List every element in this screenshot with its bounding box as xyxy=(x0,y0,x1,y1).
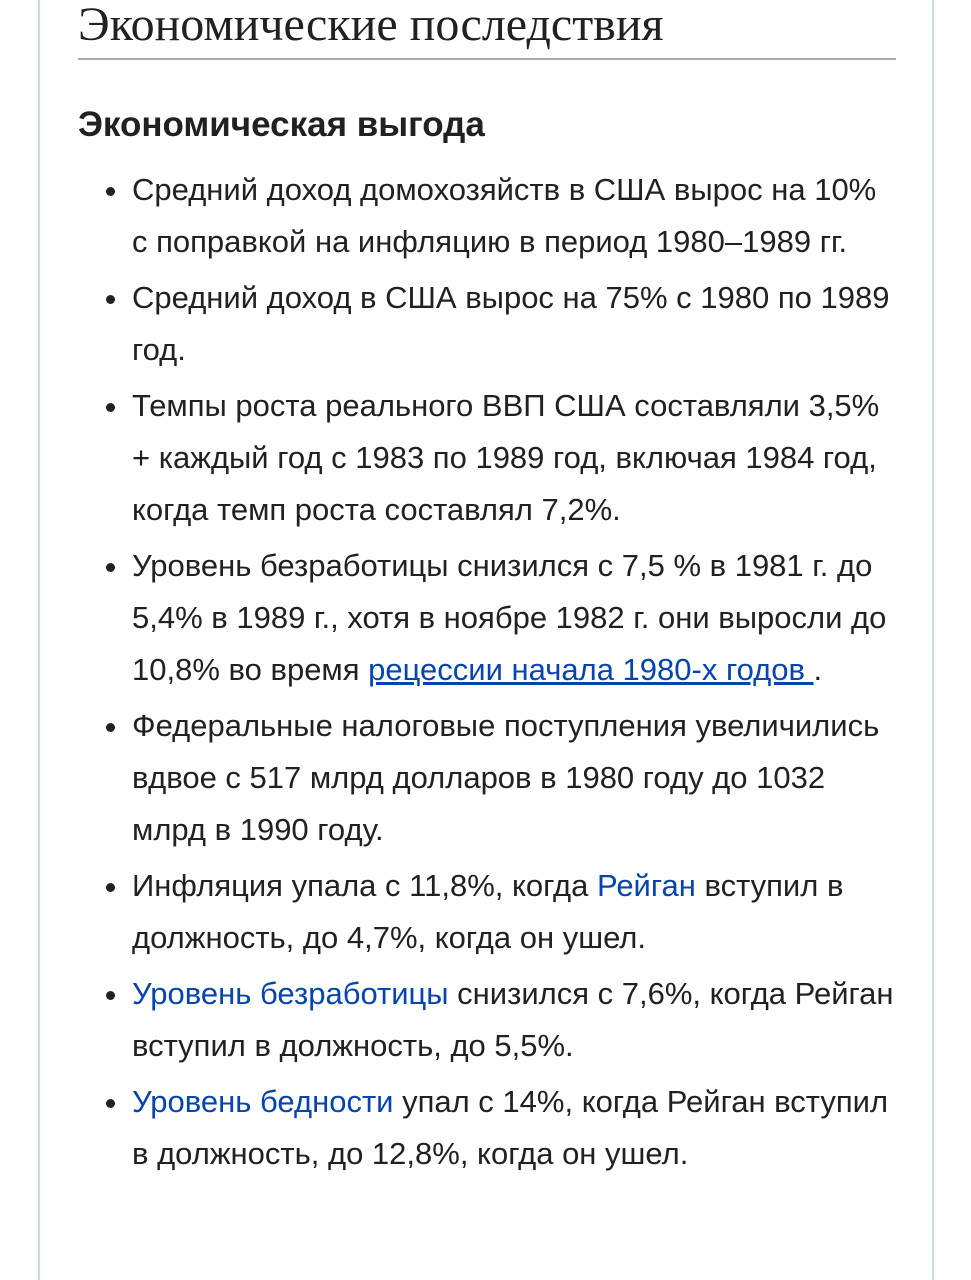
list-item xyxy=(78,540,896,696)
bullet-icon xyxy=(106,295,115,304)
section-heading: Экономические последствия xyxy=(78,0,896,60)
list-item-text: Инфляция упала с 11,8%, когда xyxy=(132,868,597,903)
list-item xyxy=(78,700,896,856)
unemployment-rate-link[interactable]: Уровень безработицы xyxy=(132,976,449,1011)
bullet-list xyxy=(78,164,896,1184)
content-frame-left xyxy=(38,0,40,1280)
bullet-icon xyxy=(106,563,115,572)
bullet-icon xyxy=(106,883,115,892)
list-item-text: вступил в должность, до 4,7%, когда он ушел. xyxy=(132,868,844,955)
reagan-link[interactable]: Рейган xyxy=(597,868,696,903)
list-item-text: Средний доход в США вырос на 75% с 1980 по 1989 год. xyxy=(132,280,890,367)
list-item-text: упал с 14%, когда Рейган вступил в должность, до 12,8%, когда он ушел. xyxy=(132,1084,889,1171)
list-item xyxy=(78,860,896,964)
list-item-text: . xyxy=(813,652,823,687)
list-item-text: Федеральные налоговые поступления увеличились вдвое с 517 млрд долларов в 1980 году до 1032 млрд в 1990 году. xyxy=(132,708,880,847)
content-frame-right xyxy=(932,0,934,1280)
list-item xyxy=(78,272,896,376)
list-item xyxy=(78,380,896,536)
list-item xyxy=(78,968,896,1072)
bullet-icon xyxy=(106,723,115,732)
bullet-icon xyxy=(106,187,115,196)
list-item-text: Средний доход домохозяйств в США вырос на 10% с поправкой на инфляцию в период 1980–1989 гг. xyxy=(132,172,877,259)
subsection-heading: Экономическая выгода xyxy=(78,105,485,144)
bullet-icon xyxy=(106,403,115,412)
poverty-rate-link[interactable]: Уровень бедности xyxy=(132,1084,394,1119)
list-item xyxy=(78,1076,896,1180)
article-content xyxy=(78,0,896,1171)
bullet-icon xyxy=(106,1099,115,1108)
list-item xyxy=(78,164,896,268)
list-item-text: Уровень безработицы снизился с 7,5 % в 1981 г. до 5,4% в 1989 г., хотя в ноябре 1982 г. они выросли до 10,8% во время xyxy=(132,548,887,687)
recession-1980s-link[interactable]: рецессии начала 1980-х годов xyxy=(368,652,814,687)
bullet-icon xyxy=(106,991,115,1000)
list-item-text: Темпы роста реального ВВП США составляли 3,5% + каждый год с 1983 по 1989 год, включая 1984 год, когда темп роста составлял 7,2%. xyxy=(132,388,880,527)
list-item-text: снизился с 7,6%, когда Рейган вступил в должность, до 5,5%. xyxy=(132,976,894,1063)
